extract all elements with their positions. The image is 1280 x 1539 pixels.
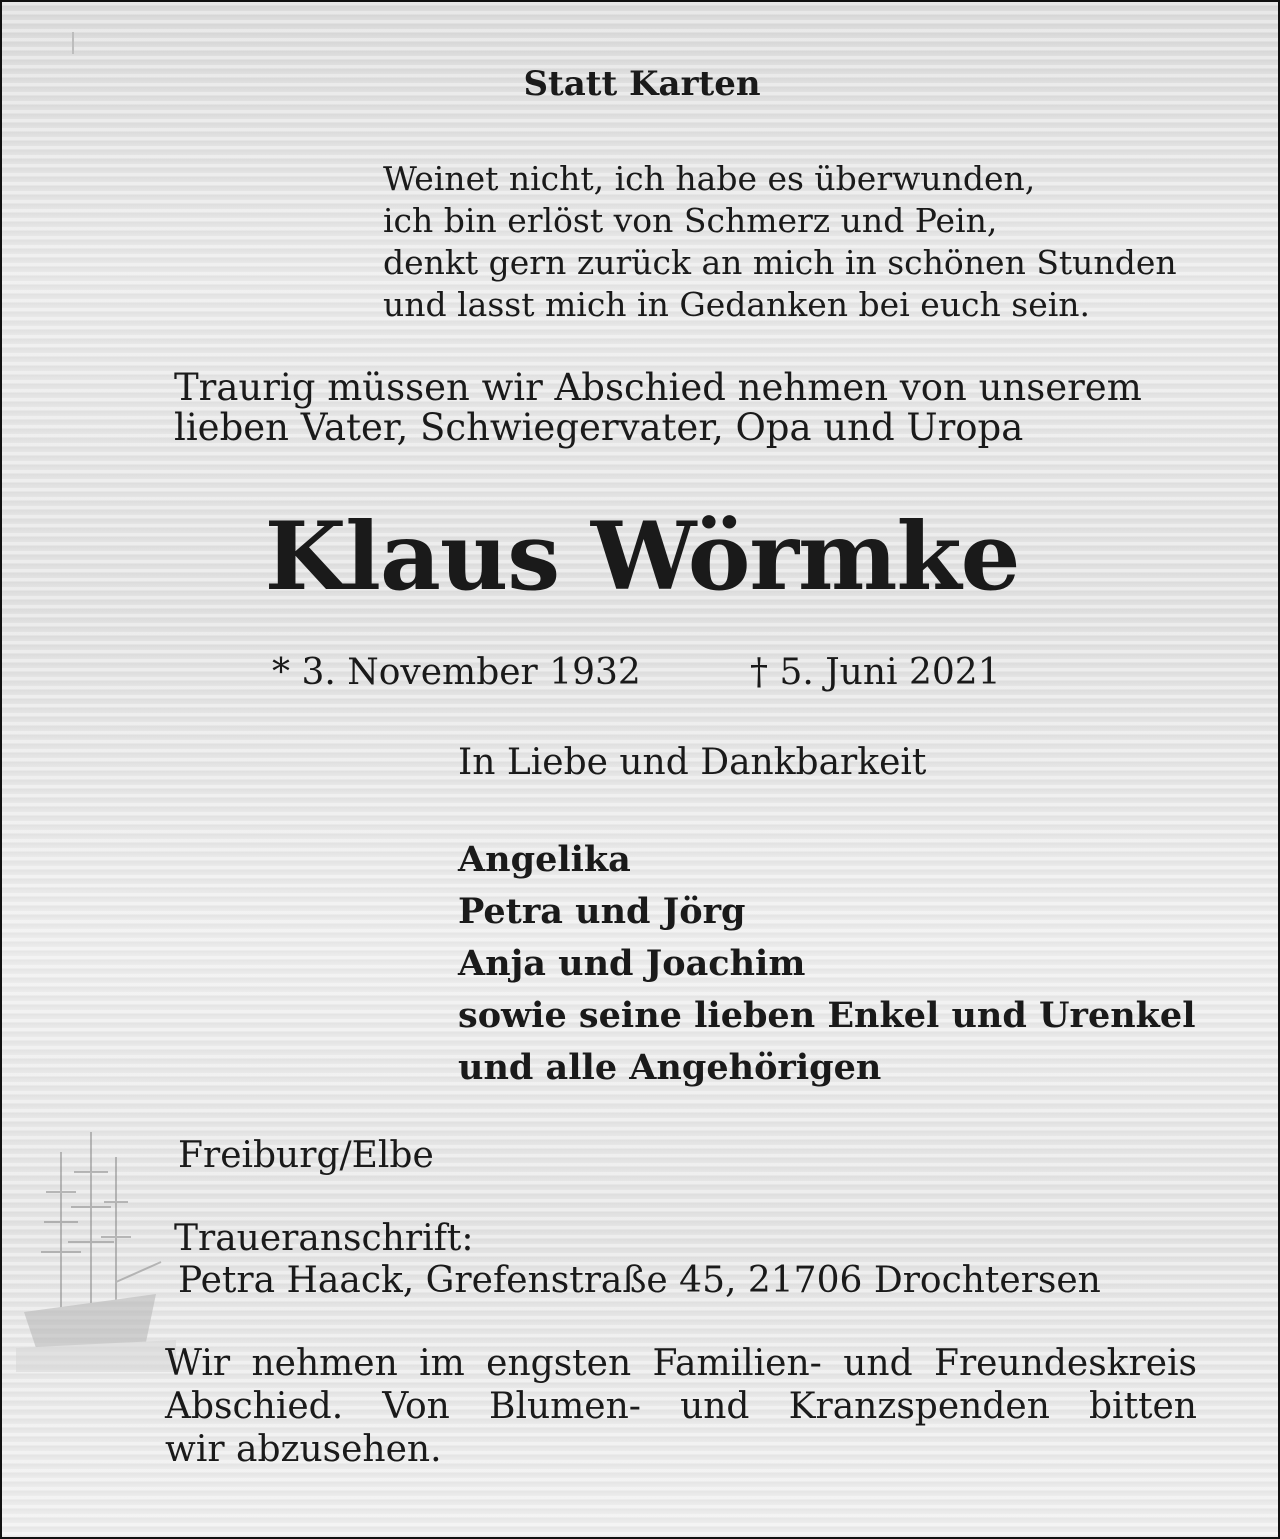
sailing-ship-icon	[16, 1112, 176, 1372]
address-label: Traueranschrift:	[174, 1218, 474, 1259]
speck-decoration	[72, 32, 74, 54]
address: Petra Haack, Grefenstraße 45, 21706 Drochtersen	[178, 1260, 1101, 1301]
poem-line: Weinet nicht, ich habe es überwunden,	[383, 159, 1036, 198]
town: Freiburg/Elbe	[178, 1135, 434, 1176]
mourner-item: sowie seine lieben Enkel und Urenkel	[458, 995, 1196, 1036]
mourner-item: Petra und Jörg	[458, 891, 746, 932]
closing-line: Wir nehmen im engsten Familien- und Freundeskreis	[165, 1343, 1197, 1384]
deceased-name: Klaus Wörmke	[264, 502, 1020, 612]
birth-date: * 3. November 1932	[272, 652, 641, 693]
closing-note	[165, 1342, 1197, 1471]
poem-line: und lasst mich in Gedanken bei euch sein.	[383, 285, 1091, 324]
death-date: † 5. Juni 2021	[750, 652, 1001, 693]
header-statt-karten: Statt Karten	[523, 64, 761, 104]
poem	[383, 158, 1177, 326]
poem-line: denkt gern zurück an mich in schönen Stunden	[383, 243, 1177, 282]
love-line: In Liebe und Dankbarkeit	[458, 742, 927, 783]
closing-line: wir abzusehen.	[165, 1429, 442, 1470]
mourner-item: Anja und Joachim	[458, 943, 806, 984]
intro-text	[174, 368, 1142, 448]
mourners-list	[458, 834, 1196, 1094]
mourner-item: Angelika	[458, 839, 631, 880]
poem-line: ich bin erlöst von Schmerz und Pein,	[383, 201, 998, 240]
mourner-item: und alle Angehörigen	[458, 1047, 882, 1088]
intro-line: Traurig müssen wir Abschied nehmen von unserem	[174, 366, 1142, 409]
intro-line: lieben Vater, Schwiegervater, Opa und Uropa	[174, 406, 1024, 449]
closing-line: Abschied. Von Blumen- und Kranzspenden bitten	[165, 1386, 1197, 1427]
